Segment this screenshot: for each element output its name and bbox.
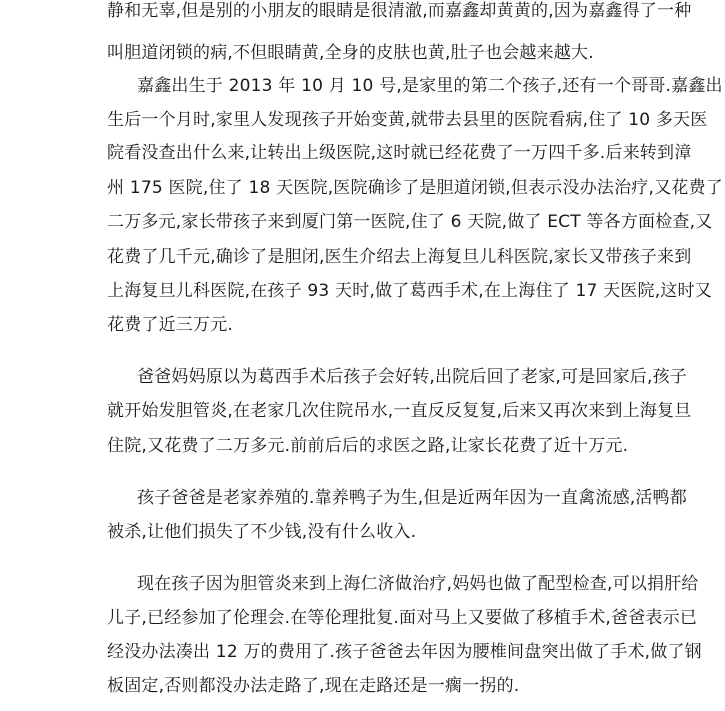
text-line-13: 住院,又花费了二万多元.前前后后的求医之路,让家长花费了近十万元. bbox=[107, 436, 629, 456]
paragraph-start-line-14: 孩子爸爸是老家养殖的.靠养鸭子为生,但是近两年因为一直禽流感,活鸭都 bbox=[137, 488, 688, 508]
text-line-1: 静和无辜,但是别的小朋友的眼睛是很清澈,而嘉鑫却黄黄的,因为嘉鑫得了一种 bbox=[107, 1, 692, 21]
paragraph-start-line-16: 现在孩子因为胆管炎来到上海仁济做治疗,妈妈也做了配型检查,可以捐肝给 bbox=[137, 574, 699, 594]
text-line-19: 板固定,否则都没办法走路了,现在走路还是一瘸一拐的. bbox=[107, 676, 520, 696]
text-line-10: 花费了近三万元. bbox=[107, 315, 234, 335]
text-line-9: 上海复旦儿科医院,在孩子 93 天时,做了葛西手术,在上海住了 17 天医院,这时又 bbox=[107, 281, 712, 301]
text-line-5: 院看没查出什么来,让转出上级医院,这时就已经花费了一万四千多.后来转到漳 bbox=[107, 143, 692, 163]
text-line-18: 经没办法凑出 12 万的费用了.孩子爸爸去年因为腰椎间盘突出做了手术,做了钢 bbox=[107, 642, 702, 662]
text-line-7: 二万多元,家长带孩子来到厦门第一医院,住了 6 天院,做了 ECT 等各方面检查,又 bbox=[107, 212, 713, 232]
paragraph-start-line-11: 爸爸妈妈原以为葛西手术后孩子会好转,出院后回了老家,可是回家后,孩子 bbox=[137, 367, 688, 387]
text-line-4: 生后一个月时,家里人发现孩子开始变黄,就带去县里的医院看病,住了 10 多天医 bbox=[107, 110, 708, 130]
paragraph-start-line-3: 嘉鑫出生于 2013 年 10 月 10 号,是家里的第二个孩子,还有一个哥哥.嘉鑫出 bbox=[137, 76, 723, 96]
text-line-12: 就开始发胆管炎,在老家几次住院吊水,一直反反复复,后来又再次来到上海复旦 bbox=[107, 401, 692, 421]
text-line-6: 州 175 医院,住了 18 天医院,医院确诊了是胆道闭锁,但表示没办法治疗,又花费了 bbox=[107, 178, 723, 198]
text-line-8: 花费了几千元,确诊了是胆闭,医生介绍去上海复旦儿科医院,家长又带孩子来到 bbox=[107, 247, 692, 267]
text-line-17: 儿子,已经参加了伦理会.在等伦理批复.面对马上又要做了移植手术,爸爸表示已 bbox=[107, 608, 698, 628]
text-line-15: 被杀,让他们损失了不少钱,没有什么收入. bbox=[107, 522, 417, 542]
text-line-2: 叫胆道闭锁的病,不但眼睛黄,全身的皮肤也黄,肚子也会越来越大. bbox=[107, 43, 594, 63]
